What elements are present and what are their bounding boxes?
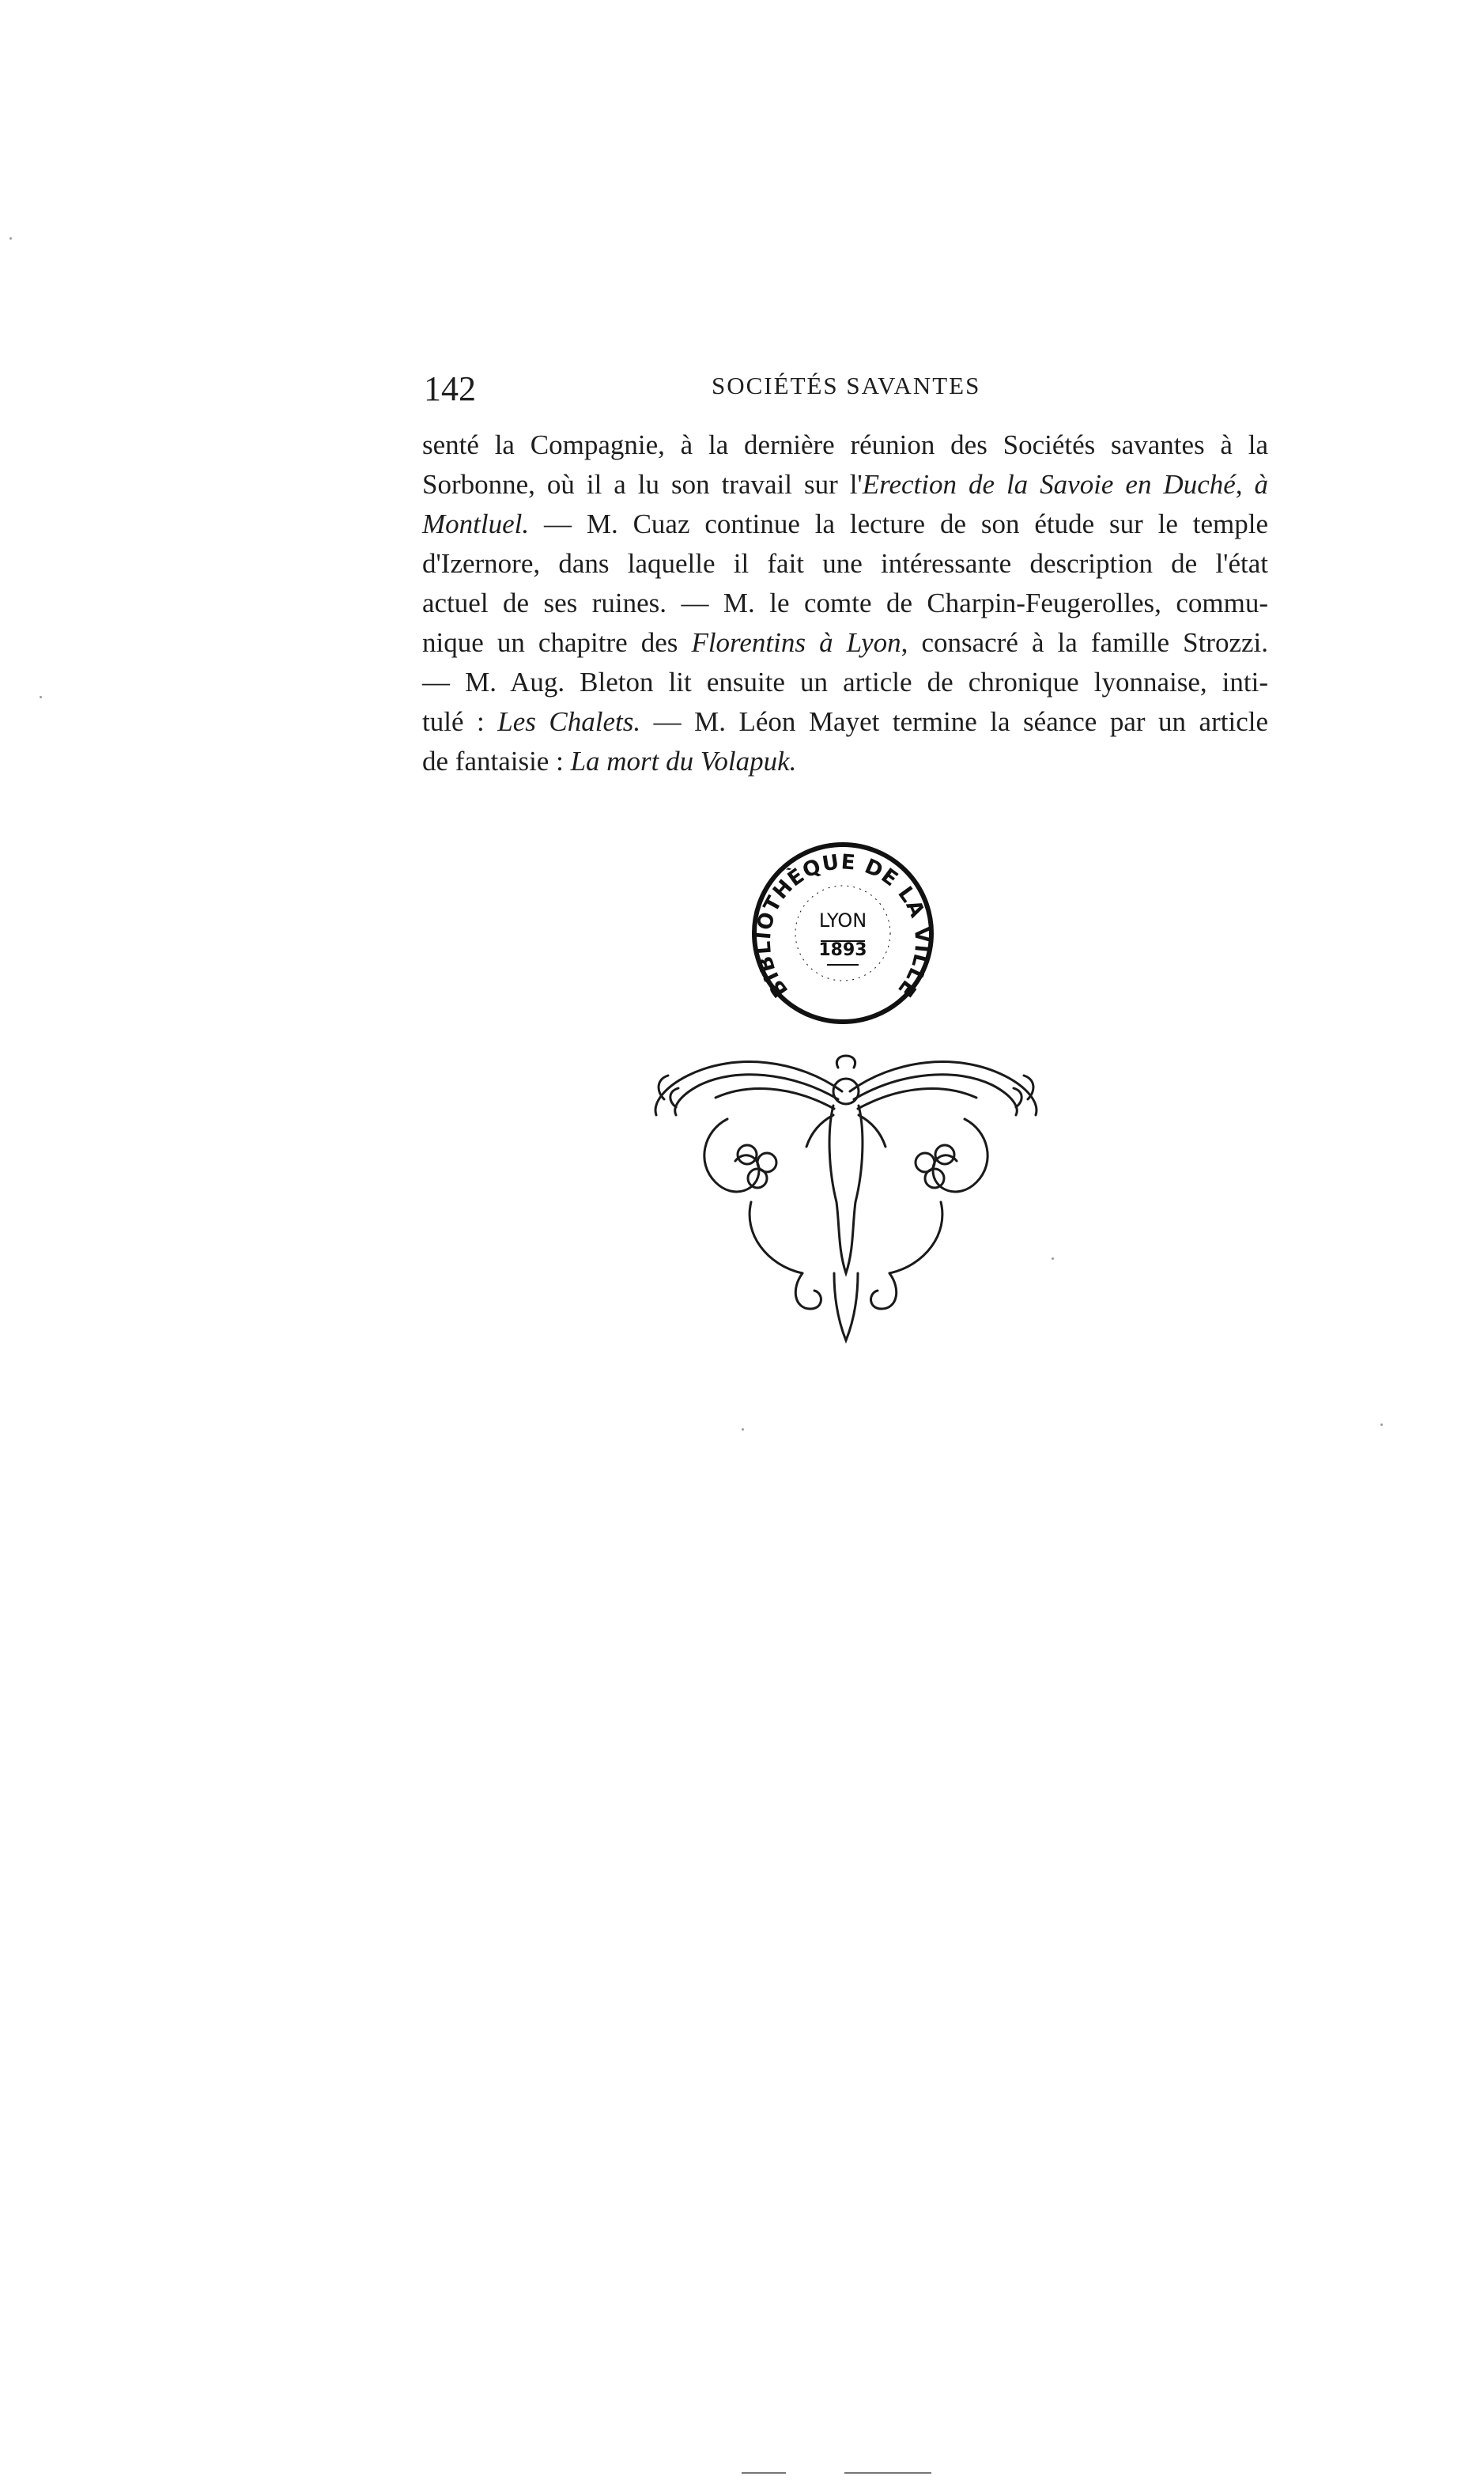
italic-title: Erection de la Savoie en Duché, à xyxy=(862,469,1269,500)
page-number: 142 xyxy=(424,369,476,408)
text-line: senté la Compagnie, à la dernière réunion des Sociétés savantes à la xyxy=(422,429,1268,460)
stamp-arc-text: BIBLIOTHÈQUE DE LA VILLE xyxy=(751,850,935,1002)
bottom-rule xyxy=(742,2472,786,2474)
italic-title: Montluel. xyxy=(422,509,530,539)
stamp-city: LYON xyxy=(818,909,867,932)
text-line: tulé : Les Chalets. — M. Léon Mayet termine la séance par un article xyxy=(422,706,1268,737)
stamp-year: 1893 xyxy=(818,940,867,960)
text-line: Montluel. — M. Cuaz continue la lecture de son étude sur le temple xyxy=(422,509,1268,539)
text-line: de fantaisie : La mort du Volapuk. xyxy=(422,746,797,777)
italic-title: Les Chalets. xyxy=(497,706,641,737)
text-line: actuel de ses ruines. — M. le comte de Charpin-Feugerolles, commu- xyxy=(422,588,1268,618)
bottom-rule xyxy=(844,2472,931,2474)
library-stamp xyxy=(748,838,938,1028)
text-line: Sorbonne, où il a lu son travail sur l'Erection de la Savoie en Duché, à xyxy=(422,469,1269,500)
body-paragraph xyxy=(422,425,1268,781)
running-head xyxy=(424,365,1268,413)
decorative-vignette xyxy=(640,1036,1052,1344)
text-line: — M. Aug. Bleton lit ensuite un article de chronique lyonnaise, inti- xyxy=(422,667,1268,698)
italic-title: La mort du Volapuk. xyxy=(570,746,797,777)
running-title: SOCIÉTÉS SAVANTES xyxy=(712,372,981,399)
italic-title: Florentins à Lyon xyxy=(691,627,901,658)
text-line: nique un chapitre des Florentins à Lyon, consacré à la famille Strozzi. xyxy=(422,627,1268,658)
text-line: d'Izernore, dans laquelle il fait une intéressante description de l'état xyxy=(422,548,1268,579)
